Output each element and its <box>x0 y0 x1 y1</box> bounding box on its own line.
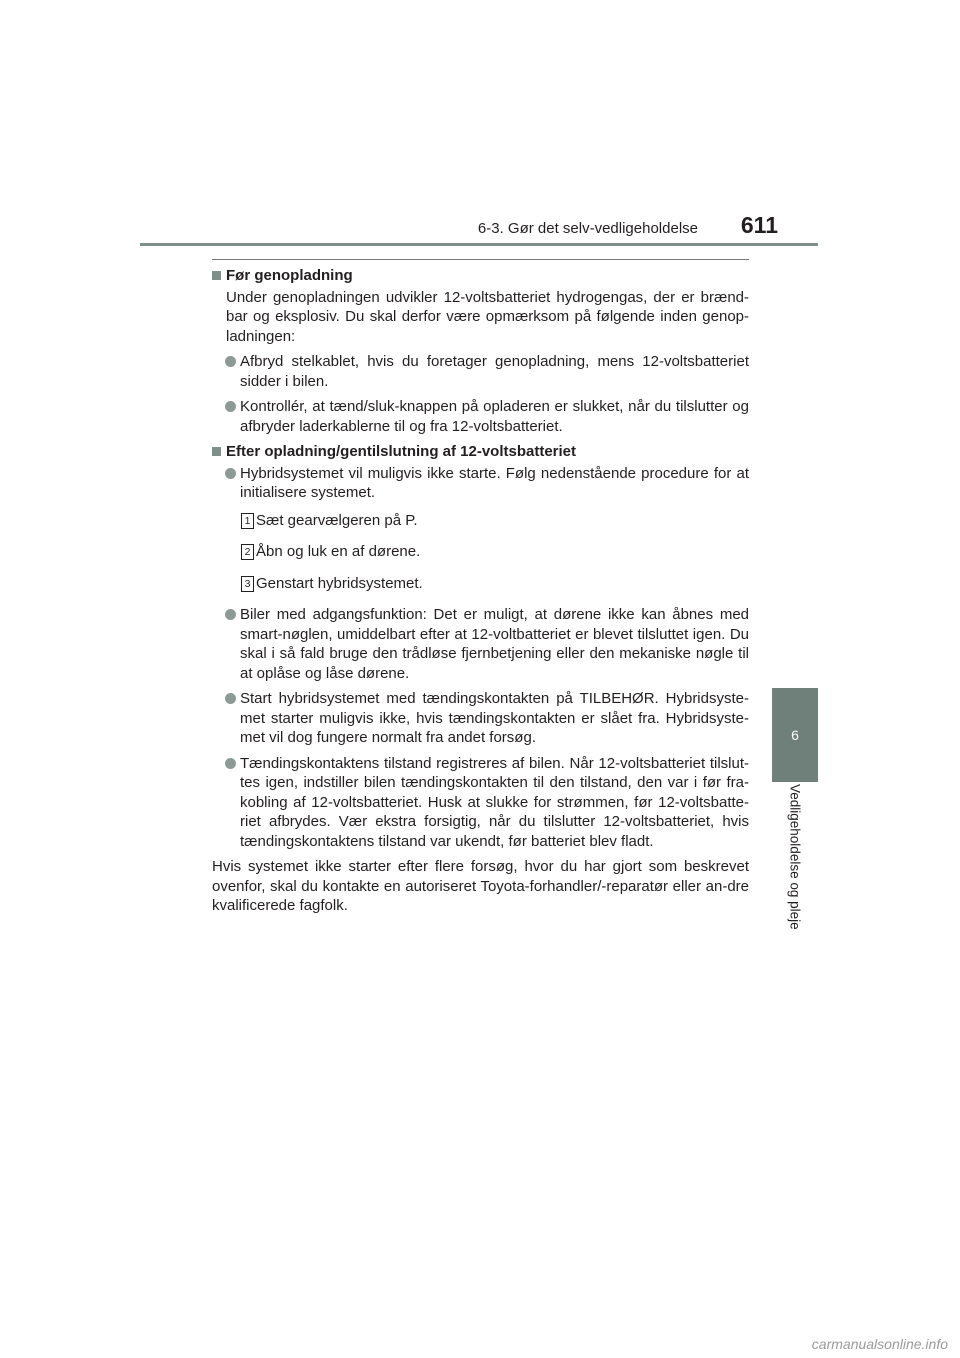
square-bullet-icon <box>212 271 221 280</box>
step-text: Sæt gearvælgeren på P. <box>256 511 418 529</box>
step-text: Genstart hybridsystemet. <box>256 574 423 592</box>
step-number-box: 1 <box>241 513 254 529</box>
heading-text: Før genopladning <box>226 267 353 284</box>
intro-paragraph: Under genopladningen udvikler 12-voltsbatteriet hydrogengas, der er brænd-bar og eksplosiv. Du skal derfor være opmærksom på følgende inden genop-ladningen: <box>226 288 749 345</box>
chapter-label-text: Vedligeholdelse og pleje <box>787 784 803 930</box>
circle-bullet-icon <box>225 758 236 769</box>
bullet-item <box>212 397 749 436</box>
step-text: Åbn og luk en af dørene. <box>256 543 421 560</box>
bullet-item <box>212 754 749 852</box>
step-item <box>212 574 749 594</box>
section-heading-before <box>212 266 749 286</box>
bullet-item <box>212 605 749 683</box>
content-top-rule <box>212 259 749 260</box>
chapter-tab-number: 6 <box>791 727 799 743</box>
step-item <box>212 511 749 531</box>
chapter-tab[interactable] <box>772 688 818 782</box>
chapter-label <box>772 782 818 932</box>
watermark: carmanualsonline.info <box>811 1336 948 1352</box>
section-title: 6-3. Gør det selv-vedligeholdelse <box>477 220 698 237</box>
header-rule <box>140 243 818 246</box>
circle-bullet-icon <box>225 356 236 367</box>
circle-bullet-icon <box>225 693 236 704</box>
circle-bullet-icon <box>225 609 236 620</box>
bullet-text: Afbryd stelkablet, hvis du foretager genopladning, mens 12-voltsbatteriet sidder i bilen. <box>240 353 749 390</box>
bullet-text: Hybridsystemet vil muligvis ikke starte. Følg nedenstående procedure for at initialisere systemet. <box>240 464 749 501</box>
bullet-item <box>212 464 749 503</box>
bullet-text: Start hybridsystemet med tændingskontakten på TILBEHØR. Hybridsyste-met starter muligvis ikke, hvis tændingskontakten er slået fra. Hybridsyste-met vil dog fungere normalt fra andet forsøg. <box>240 690 749 746</box>
closing-paragraph: Hvis systemet ikke starter efter flere forsøg, hvor du har gjort som beskrevet ovenfor, skal du kontakte en autoriseret Toyota-forhandler/-reparatør eller an-dre kvalificerede fagfolk. <box>212 858 749 914</box>
bullet-text: Biler med adgangsfunktion: Det er muligt, at dørene ikke kan åbnes med smart-nøglen, umiddelbart efter at 12-voltbatteriet er blevet tilsluttet igen. Du skal i så fald bruge den trådløse fjernbetjening eller den mekaniske nøgle til at oplåse og låse dørene. <box>240 606 749 682</box>
bullet-item <box>212 689 749 748</box>
bullet-text: Tændingskontaktens tilstand registreres af bilen. Når 12-voltsbatteriet tilslut-tes igen, indstiller bilen tændingskontakten til den tilstand, den var i før fra-kobling af 12-voltsbatteriet. Husk at slukke for strømmen, før 12-voltsbatte-riet afbrydes. Vær ekstra forsigtig, når du tilslutter 12-voltsbatteriet, hvis tændingskontaktens tilstand var ukendt, før batteriet blev fladt. <box>240 754 749 850</box>
bullet-text: Kontrollér, at tænd/sluk-knappen på opladeren er slukket, når du tilslutter og afbryder laderkablerne til og fra 12-voltsbatteriet. <box>240 398 749 435</box>
step-item <box>212 542 749 562</box>
circle-bullet-icon <box>225 401 236 412</box>
page-number: 611 <box>740 212 778 238</box>
bullet-item <box>212 352 749 391</box>
page-content <box>212 266 749 916</box>
square-bullet-icon <box>212 447 221 456</box>
circle-bullet-icon <box>225 468 236 479</box>
step-number-box: 2 <box>241 544 254 560</box>
heading-text: Efter opladning/gentilslutning af 12-voltsbatteriet <box>226 443 577 460</box>
step-number-box: 3 <box>241 576 254 592</box>
page-header <box>140 190 818 246</box>
section-heading-after <box>212 442 749 462</box>
